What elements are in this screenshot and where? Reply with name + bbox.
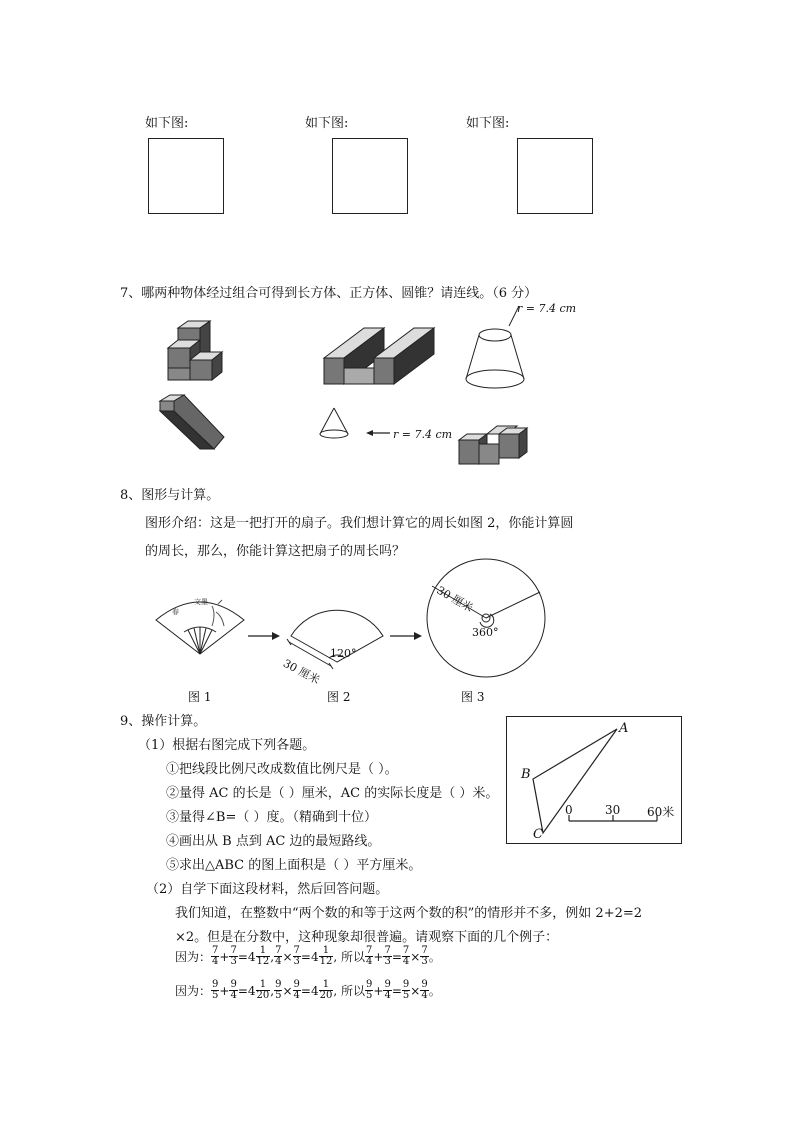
arrow-left-icon — [366, 428, 392, 438]
so-label-1: 所以 — [340, 950, 365, 964]
triangle-diagram-frame — [506, 716, 682, 844]
scale-0-label: 0 — [565, 803, 573, 817]
q8-intro-line1: 图形介绍：这是一把打开的扇子。我们想计算它的周长如图 2，你能计算圆 — [145, 516, 574, 531]
point-c-label: C — [533, 827, 543, 842]
q9-item-5: ⑤求出△ABC 的图上面积是（ ）平方厘米。 — [166, 858, 422, 873]
point-a-label: A — [619, 721, 629, 736]
open-fan-figure — [154, 592, 246, 658]
so-label-2: 所以 — [340, 984, 365, 998]
slanted-bar-figure — [152, 393, 232, 455]
example-1: 因为： $\frac{7}{4}$ + $\frac{7}{3}$ = 4 $\frac{1}{12}$ , $\frac{7}{4}$ × $\frac{7}{3}$ = 4 $\frac{1}{12}$ , 所以 $\frac{7}{4}$ + $\frac{7}{3}$ = $\frac{7}{4}$ × $\frac{7}{3}$ 。 — [175, 945, 441, 967]
svg-text:春: 春 — [172, 608, 179, 616]
because-label-2: 因为： — [175, 984, 212, 998]
arrow-right-icon-2 — [388, 630, 424, 642]
top-label-1: 如下图: — [145, 116, 189, 131]
radius-label-fig3: 30 厘米 — [434, 583, 476, 615]
small-cone-figure — [316, 404, 356, 444]
fig2-caption: 图 2 — [327, 690, 351, 704]
q9-item-1: ①把线段比例尺改成数值比例尺是（ ）。 — [166, 762, 398, 777]
svg-text:文墨: 文墨 — [194, 598, 208, 606]
truncated-cone-figure — [460, 325, 530, 393]
q9-part1-title: （1）根据右图完成下列各题。 — [138, 738, 316, 753]
q9-para-line2: ×2。但是在分数中，这种现象却很普遍。请观察下面的几个例子： — [175, 930, 559, 945]
q7-title: 7、哪两种物体经过组合可得到长方体、正方体、圆锥？请连线。（6 分） — [120, 286, 538, 301]
example-2: 因为： $\frac{9}{5}$ + $\frac{9}{4}$ = 4 $\frac{1}{20}$ , $\frac{9}{5}$ × $\frac{9}{4}$ = 4 $\frac{1}{20}$ , 所以 $\frac{9}{5}$ + $\frac{9}{4}$ = $\frac{9}{5}$ × $\frac{9}{4}$ 。 — [175, 979, 441, 1001]
fig1-caption: 图 1 — [188, 690, 212, 704]
q9-item-4: ④画出从 B 点到 AC 边的最短路线。 — [166, 834, 381, 849]
fraction: $\frac{7}{4}$ — [212, 945, 219, 967]
triangle-abc-figure — [507, 717, 681, 843]
fig3-caption: 图 3 — [461, 690, 485, 704]
q9-title: 9、操作计算。 — [120, 714, 207, 729]
scale-60-label: 60米 — [647, 805, 675, 819]
scale-30-label: 30 — [605, 803, 621, 817]
answer-box-1 — [148, 138, 224, 214]
because-label-1: 因为： — [175, 950, 212, 964]
answer-box-3 — [517, 138, 593, 214]
q9-para-line1: 我们知道，在整数中“两个数的和等于这两个数的积”的情形并不多，例如 2+2=2 — [175, 906, 643, 921]
q9-item-3: ③量得∠B=（ ）度。（精确到十位） — [166, 810, 377, 825]
l-shaped-blocks-figure — [455, 420, 535, 468]
q8-intro-line2: 的周长，那么，你能计算这把扇子的周长吗？ — [145, 544, 406, 559]
stepped-blocks-figure — [160, 318, 240, 384]
q8-title: 8、图形与计算。 — [120, 488, 220, 503]
top-label-3: 如下图: — [466, 116, 510, 131]
answer-box-2 — [332, 138, 408, 214]
top-label-2: 如下图: — [305, 116, 349, 131]
r-label-1: r = 7.4 cm — [517, 302, 577, 315]
point-b-label: B — [521, 767, 531, 782]
arrow-right-icon-1 — [246, 630, 282, 642]
full-circle-figure — [424, 556, 548, 682]
r-label-2: r = 7.4 cm — [393, 428, 453, 441]
q9-part2-title: （2）自学下面这段材料，然后回答问题。 — [146, 882, 389, 897]
q9-item-2: ②量得 AC 的长是（ ）厘米，AC 的实际长度是（ ）米。 — [166, 786, 499, 801]
radius-label-fig2: 30 厘米 — [280, 656, 322, 687]
angle-120-label: 120° — [330, 647, 357, 660]
grooved-block-figure — [320, 318, 440, 388]
angle-360-label: 360° — [472, 626, 499, 639]
